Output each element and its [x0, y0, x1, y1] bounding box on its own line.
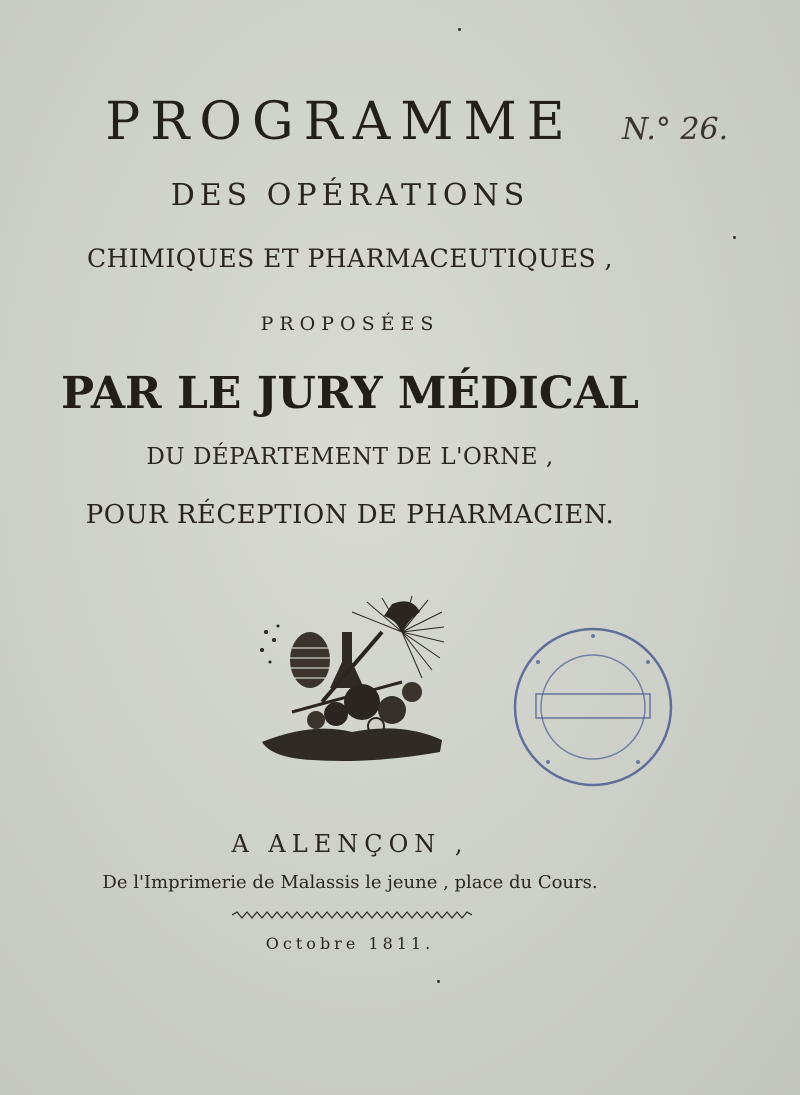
date-line: Octobre 1811.: [265, 934, 435, 953]
library-stamp-icon: [508, 622, 678, 792]
pharmacy-vignette-icon: [252, 592, 448, 772]
subtitle-chimiques: CHIMIQUES ET PHARMACEUTIQUES ,: [86, 244, 614, 273]
paper-speck: [437, 980, 440, 983]
subtitle-operations: DES OPÉRATIONS: [170, 178, 530, 213]
subtitle-proposees: PROPOSÉES: [260, 313, 440, 335]
printer-line: De l'Imprimerie de Malassis le jeune , place du Cours.: [102, 872, 598, 893]
paper-speck: [733, 236, 736, 239]
handwritten-number: N.° 26.: [622, 112, 729, 147]
subtitle-jury: PAR LE JURY MÉDICAL: [61, 368, 639, 419]
subtitle-departement: DU DÉPARTEMENT DE L'ORNE ,: [146, 444, 554, 470]
paper-speck: [458, 28, 461, 31]
subtitle-reception: POUR RÉCEPTION DE PHARMACIEN.: [85, 500, 615, 530]
page-title: PROGRAMME: [105, 92, 575, 152]
place-line: A ALENÇON ,: [231, 830, 469, 858]
ornamental-rule: [232, 910, 472, 920]
